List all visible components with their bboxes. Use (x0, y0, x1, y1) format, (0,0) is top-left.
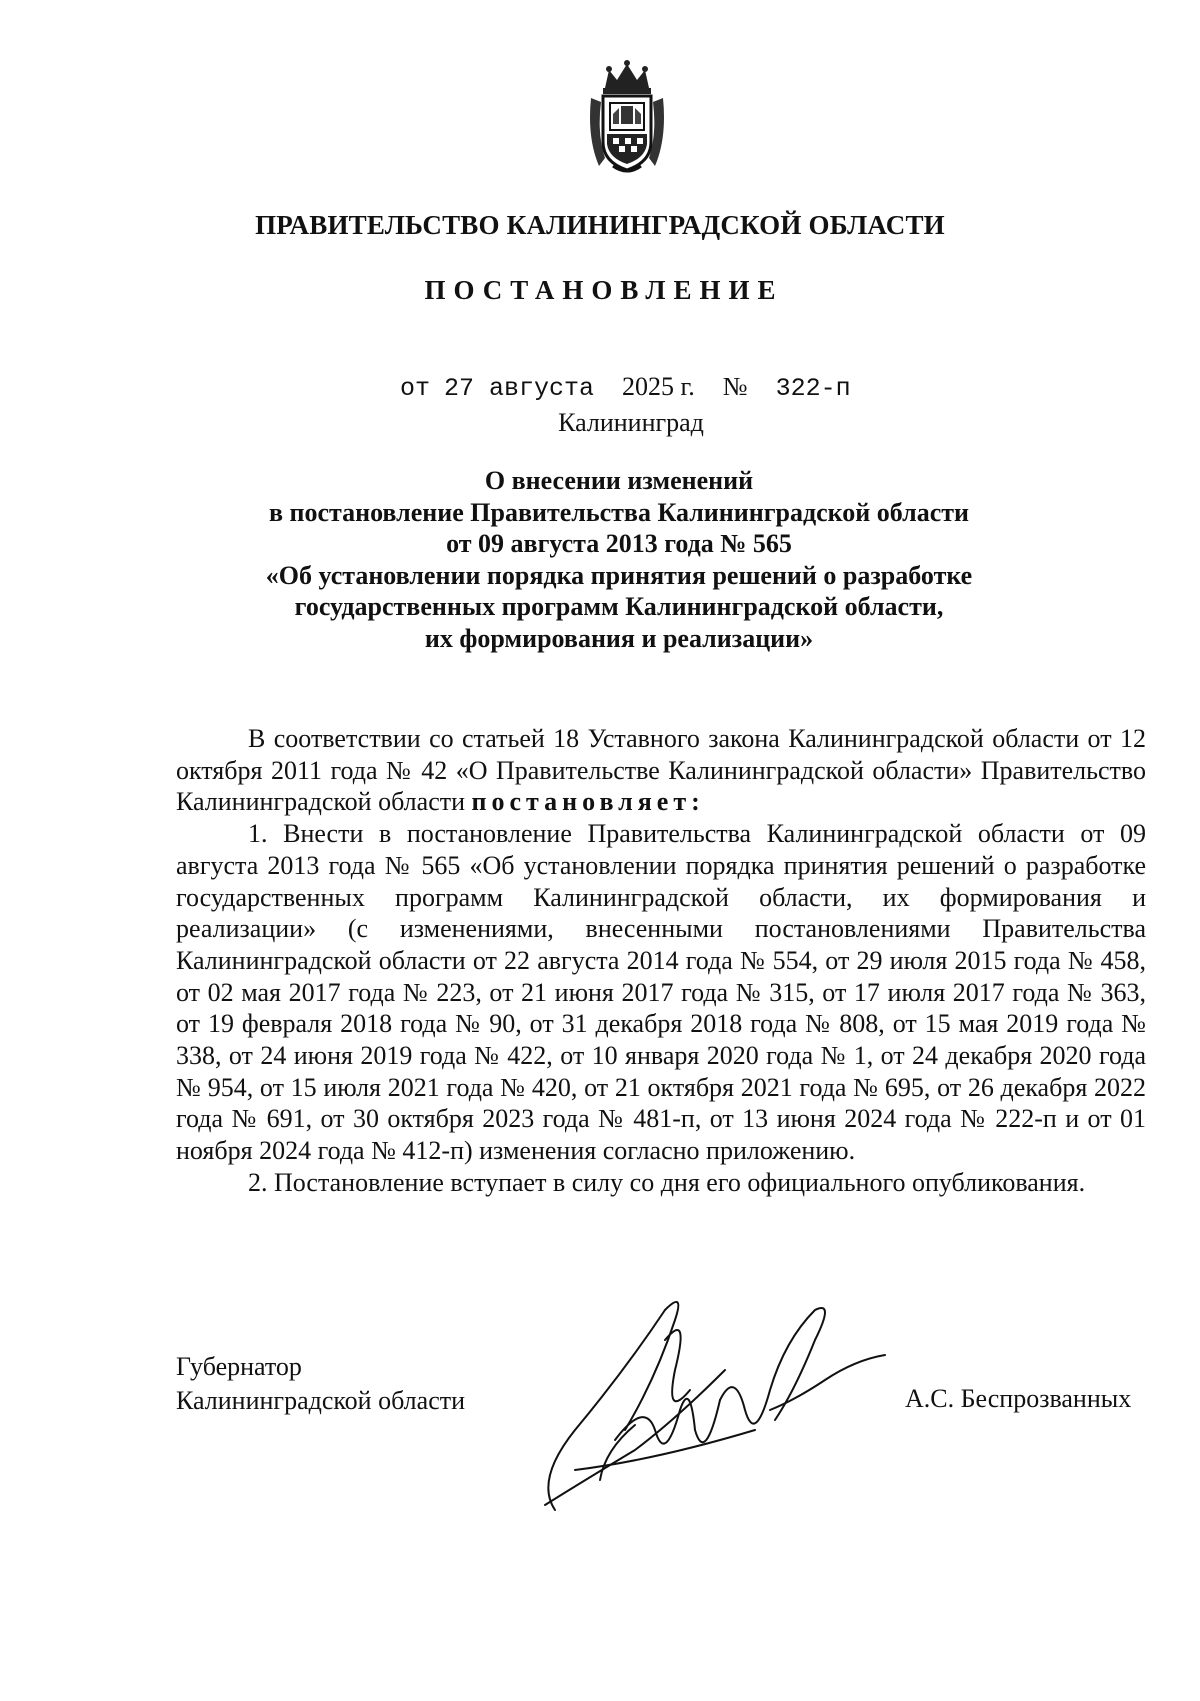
date-number-line (400, 372, 860, 403)
document-body (176, 723, 1146, 1199)
decrees-word: постановляет: (471, 787, 705, 817)
subject-line: в постановление Правительства Калининградской области (268, 497, 970, 527)
signatory-name: А.С. Беспрозванных (905, 1384, 1132, 1413)
subject-line: государственных программ Калининградской области, (294, 592, 944, 621)
handwritten-signature-icon (515, 1280, 915, 1520)
signatory-position (176, 1350, 465, 1418)
number-sign: № (722, 372, 748, 401)
item-1-paragraph: 1. Внести в постановление Правительства Калининградской области от 09 августа 2013 года № 565 «Об установлении порядка принятия решений о разработке государственных программ Калининградской области, их формирования и реализации» (с изменениями, внесенными постановлениями Правительства Калининградской области от 22 августа 2014 года № 554, от 29 июля 2015 года № 458, от 02 мая 2017 года № 223, от 21 июня 2017 года № 315, от 17 июля 2017 года № 363, от 19 февраля 2018 года № 90, от 31 декабря 2018 года № 808, от 15 мая 2019 года № 338, от 24 июня 2019 года № 422, от 10 января 2020 года № 1, от 24 декабря 2020 года № 954, от 15 июля 2021 года № 420, от 21 октября 2021 года № 695, от 26 декабря 2022 года № 691, от 30 октября 2023 года № 481-п, от 13 июня 2024 года № 222-п и от 01 ноября 2024 года № 412-п) изменения согласно приложению. (176, 819, 1146, 1166)
date-year: 2025 г. (622, 372, 695, 401)
item-2-paragraph: 2. Постановление вступает в силу со дня его официального опубликования. (248, 1167, 1086, 1197)
subject-line: их формирования и реализации» (424, 623, 814, 653)
position-line: Калининградской области (176, 1386, 466, 1415)
city: Калининград (558, 408, 704, 437)
government-title: ПРАВИТЕЛЬСТВО КАЛИНИНГРАДСКОЙ ОБЛАСТИ (255, 210, 945, 240)
subject-line: от 09 августа 2013 года № 565 (446, 529, 792, 558)
date-day-month: 27 августа (444, 374, 595, 403)
preamble-paragraph (176, 723, 1146, 818)
position-line: Губернатор (176, 1352, 302, 1381)
document-subject (0, 465, 1200, 654)
date-prefix: от (400, 374, 431, 403)
preamble-text: В соответствии со статьей 18 Уставного закона Калининградской области от 12 октября 2011 года № 42 «О Правительстве Калининградской области» Правительство Калининградской области (176, 724, 1146, 817)
subject-line: «Об установлении порядка принятия решений о разработке (265, 560, 973, 590)
document-number: 322-п (775, 374, 851, 403)
kaliningrad-coat-of-arms-icon (583, 58, 671, 176)
subject-line: О внесении изменений (484, 466, 754, 495)
document-type: ПОСТАНОВЛЕНИЕ (424, 275, 784, 305)
